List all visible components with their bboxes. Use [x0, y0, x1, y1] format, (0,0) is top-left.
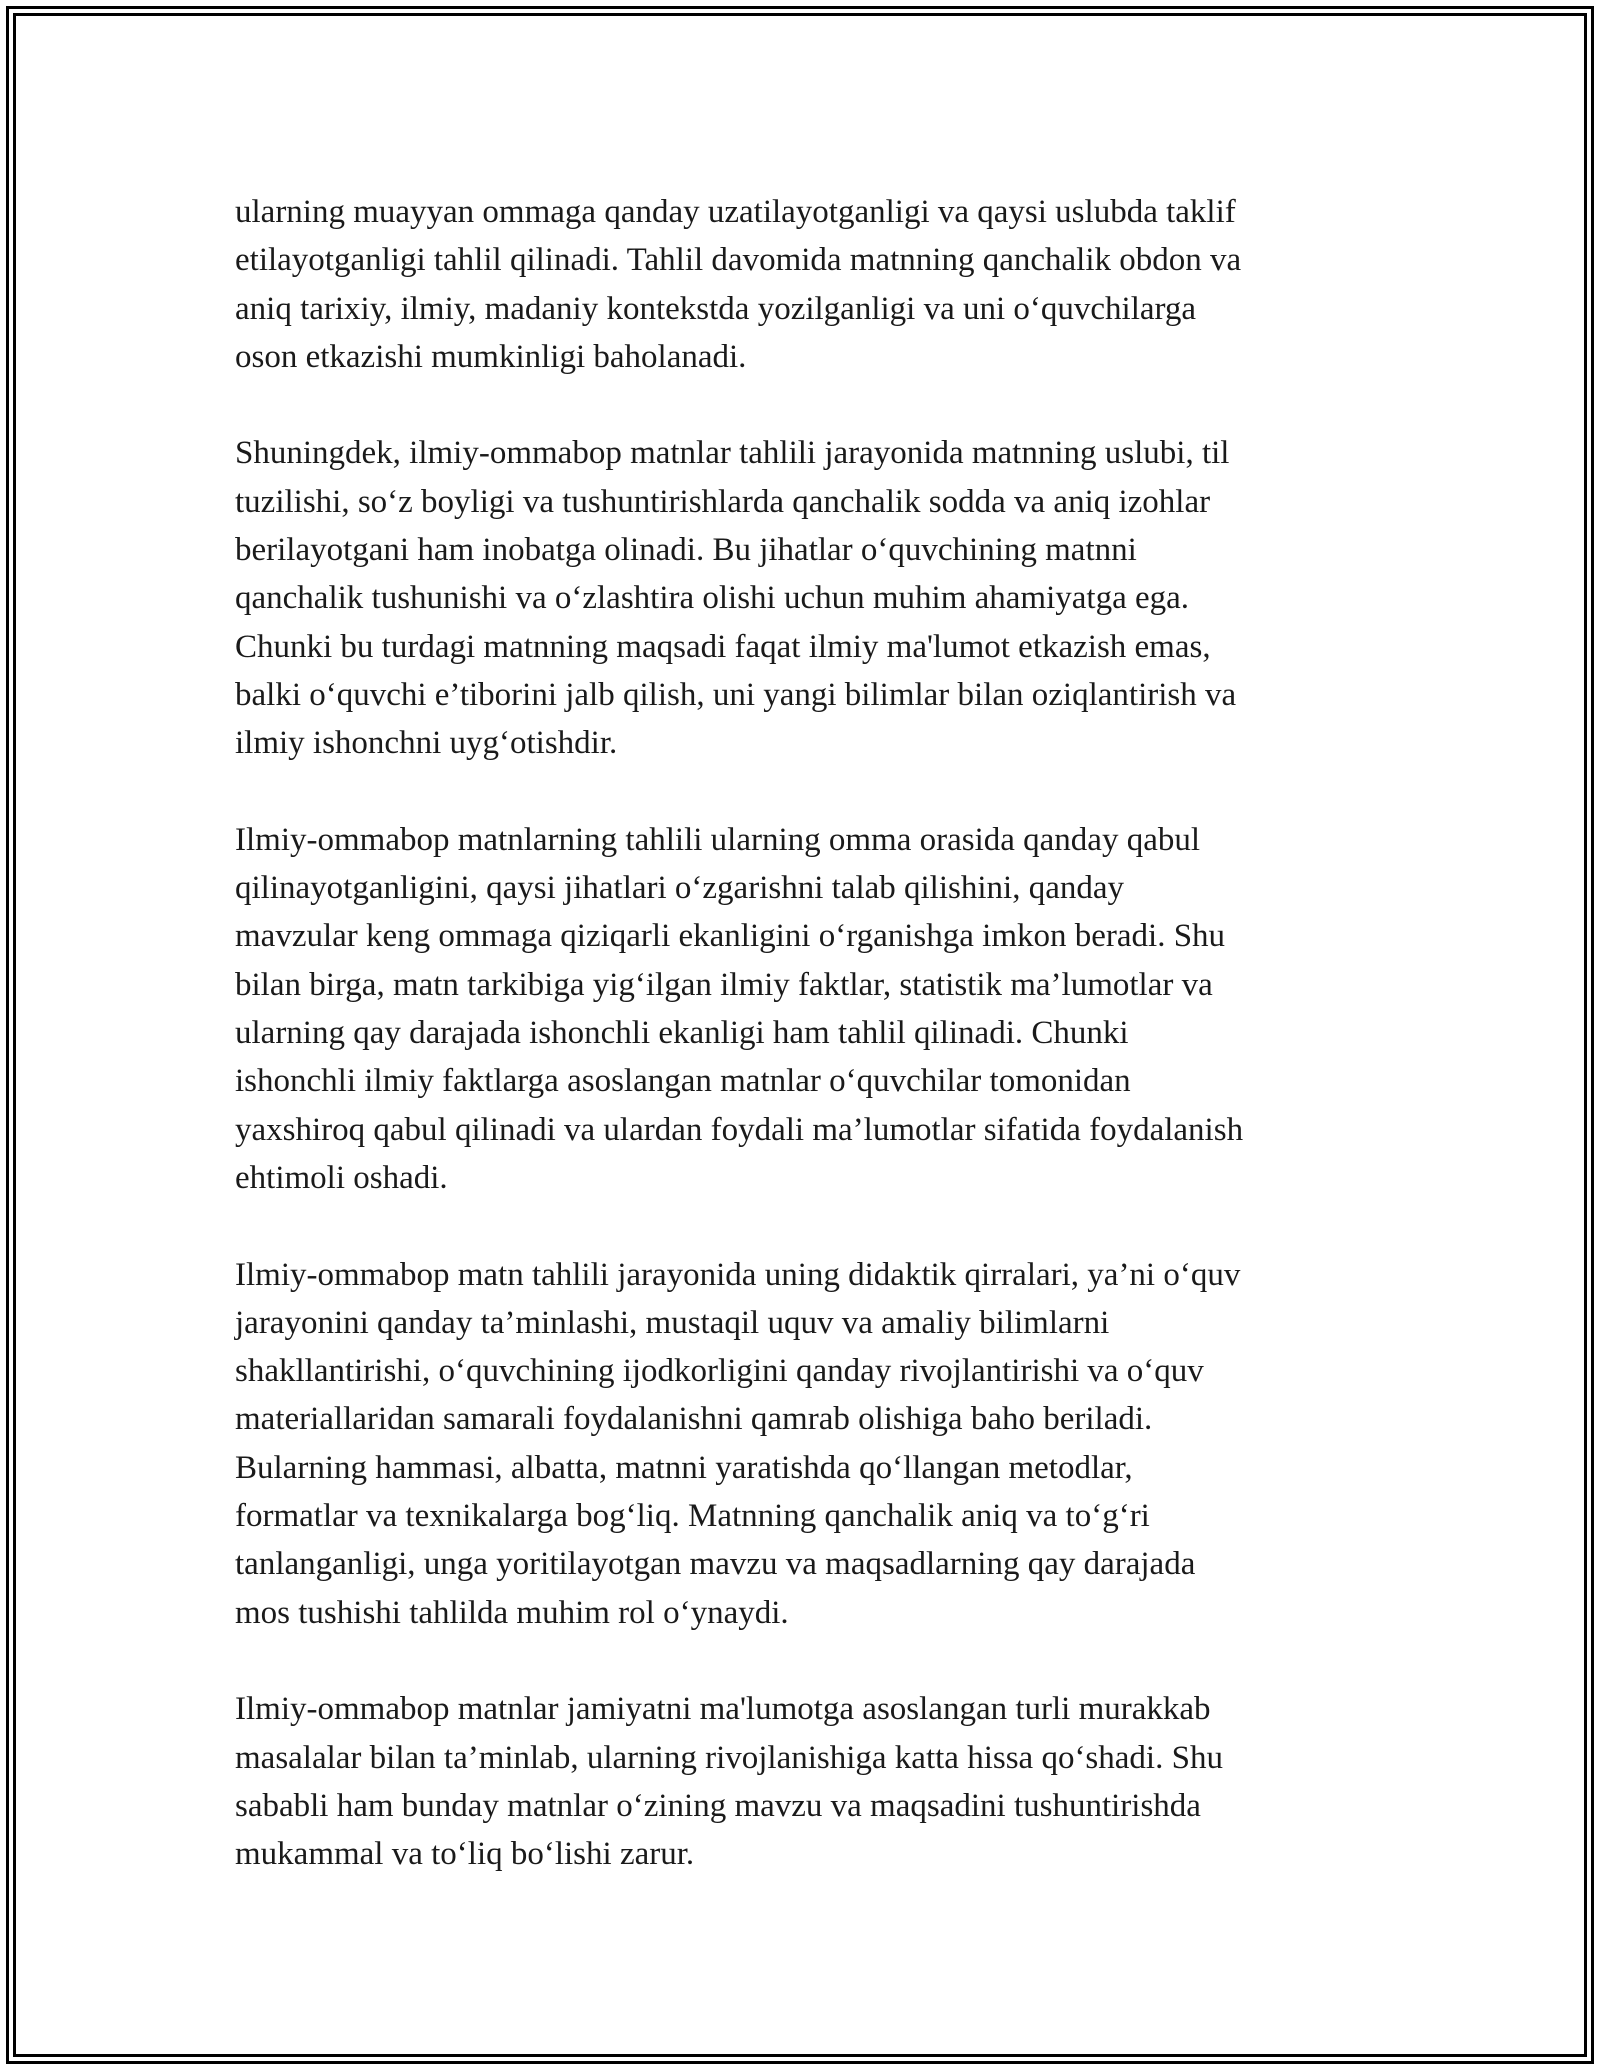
- text-line: jarayonini qanday ta’minlashi, mustaqil uquv va amaliy bilimlarni: [235, 1304, 1110, 1341]
- text-line: etilayotganligi tahlil qilinadi. Tahlil davomida matnning qanchalik obdon va: [235, 242, 1242, 279]
- text-line: balki o‘quvchi e’tiborini jalb qilish, uni yangi bilimlar bilan oziqlantirish va: [235, 676, 1237, 713]
- text-line: berilayotgani ham inobatga olinadi. Bu jihatlar o‘quvchining matnni: [235, 532, 1137, 569]
- text-line: Ilmiy-ommabop matnlarning tahlili ularning omma orasida qanday qabul: [235, 821, 1201, 858]
- text-line: tanlanganligi, unga yoritilayotgan mavzu va maqsadlarning qay darajada: [235, 1546, 1196, 1583]
- text-line: mukammal va to‘liq bo‘lishi zarur.: [235, 1836, 695, 1873]
- document-body: [235, 188, 1365, 1927]
- text-line: qilinayotganligini, qaysi jihatlari o‘zgarishni talab qilishini, qanday: [235, 870, 1124, 907]
- text-line: sababli ham bunday matnlar o‘zining mavzu va maqsadini tushuntirishda: [235, 1787, 1201, 1824]
- text-line: Shuningdek, ilmiy-ommabop matnlar tahlili jarayonida matnning uslubi, til: [235, 435, 1230, 472]
- text-line: ishonchli ilmiy faktlarga asoslangan matnlar o‘quvchilar tomonidan: [235, 1063, 1131, 1100]
- text-line: yaxshiroq qabul qilinadi va ulardan foydali ma’lumotlar sifatida foydalanish: [235, 1111, 1244, 1148]
- text-line: ehtimoli oshadi.: [235, 1159, 448, 1196]
- text-line: bilan birga, matn tarkibiga yig‘ilgan ilmiy faktlar, statistik ma’lumotlar va: [235, 966, 1213, 1003]
- text-line: ularning qay darajada ishonchli ekanligi ham tahlil qilinadi. Chunki: [235, 1015, 1129, 1052]
- paragraph-2: [235, 429, 1365, 767]
- text-line: materiallaridan samarali foydalanishni qamrab olishiga baho beriladi.: [235, 1401, 1153, 1438]
- text-line: ularning muayyan ommaga qanday uzatilayotganligi va qaysi uslubda taklif: [235, 194, 1236, 230]
- paragraph-1: [235, 188, 1365, 381]
- paragraph-4: [235, 1251, 1365, 1637]
- text-line: mavzular keng ommaga qiziqarli ekanligini o‘rganishga imkon beradi. Shu: [235, 918, 1226, 955]
- text-line: ilmiy ishonchni uyg‘otishdir.: [235, 725, 618, 762]
- text-line: shakllantirishi, o‘quvchining ijodkorligini qanday rivojlantirishi va o‘quv: [235, 1353, 1204, 1390]
- text-line: Ilmiy-ommabop matn tahlili jarayonida uning didaktik qirralari, ya’ni o‘quv: [235, 1256, 1241, 1293]
- text-line: masalalar bilan ta’minlab, ularning rivojlanishiga katta hissa qo‘shadi. Shu: [235, 1739, 1223, 1776]
- text-line: Chunki bu turdagi matnning maqsadi faqat ilmiy ma'lumot etkazish emas,: [235, 628, 1211, 665]
- paragraph-5: [235, 1685, 1365, 1878]
- text-line: oson etkazishi mumkinligi baholanadi.: [235, 338, 747, 375]
- text-line: Bularning hammasi, albatta, matnni yaratishda qo‘llangan metodlar,: [235, 1449, 1133, 1486]
- text-line: mos tushishi tahlilda muhim rol o‘ynaydi.: [235, 1594, 789, 1631]
- text-line: tuzilishi, so‘z boyligi va tushuntirishlarda qanchalik sodda va aniq izohlar: [235, 483, 1211, 520]
- paragraph-3: [235, 816, 1365, 1202]
- text-line: formatlar va texnikalarga bog‘liq. Matnning qanchalik aniq va to‘g‘ri: [235, 1498, 1150, 1535]
- text-line: aniq tarixiy, ilmiy, madaniy kontekstda yozilganligi va uni o‘quvchilarga: [235, 290, 1197, 327]
- text-line: qanchalik tushunishi va o‘zlashtira olishi uchun muhim ahamiyatga ega.: [235, 580, 1190, 617]
- text-line: Ilmiy-ommabop matnlar jamiyatni ma'lumotga asoslangan turli murakkab: [235, 1691, 1211, 1728]
